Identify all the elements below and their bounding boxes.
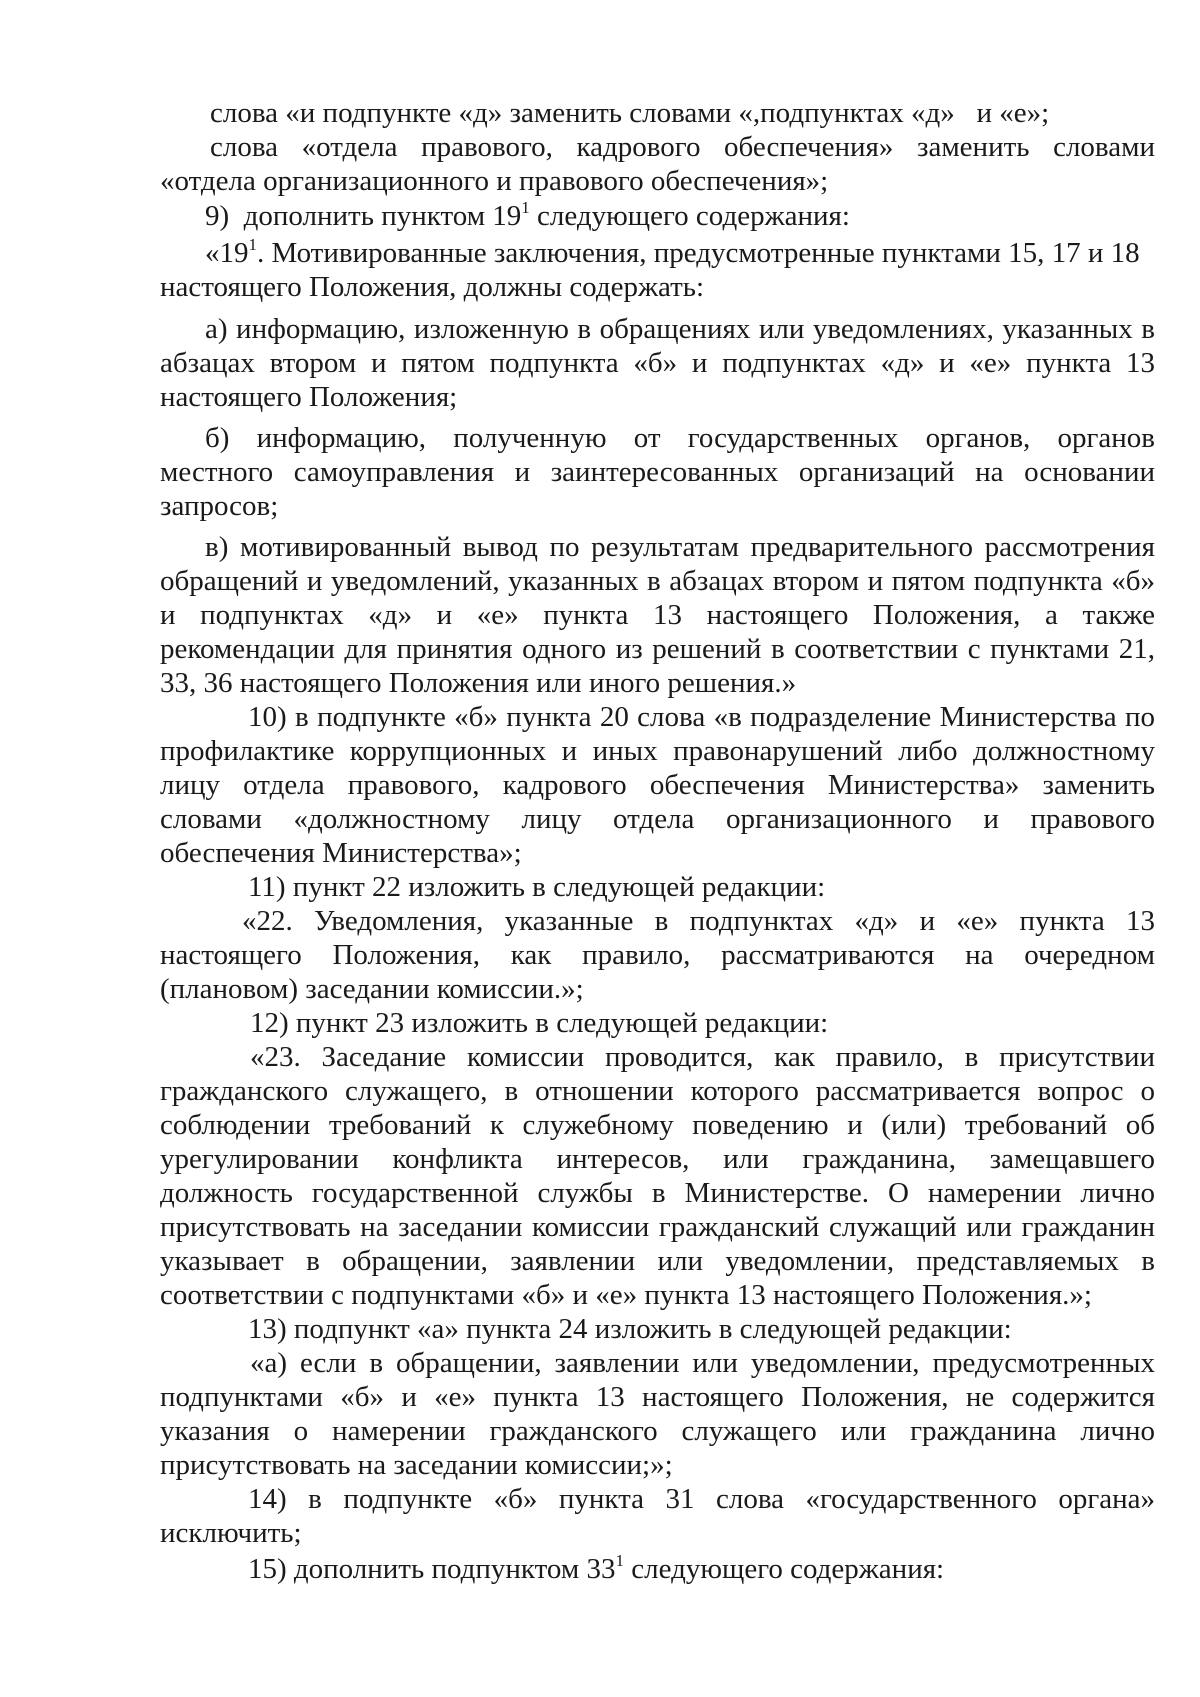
- text-line: гражданского служащего, в отношении которого рассматривается вопрос о: [160, 1075, 1155, 1107]
- text-line: «а) если в обращении, заявлении или уведомлении, предусмотренных: [250, 1347, 1155, 1379]
- text-line: 13) подпункт «а» пункта 24 изложить в следующей редакции:: [248, 1313, 1012, 1345]
- text-line: соответствии с подпунктами «б» и «е» пункта 13 настоящего Положения.»;: [160, 1279, 1092, 1311]
- superscript: 1: [615, 1551, 624, 1570]
- text-line: 15) дополнить подпунктом $33^1$ следующего содержания:: [248, 1551, 945, 1585]
- text-line: настоящего Положения;: [160, 381, 458, 413]
- text-line: присутствовать на заседании комиссии;»;: [160, 1449, 673, 1481]
- text-line: 12) пункт 23 изложить в следующей редакции:: [250, 1007, 829, 1039]
- text-line: исключить;: [160, 1517, 302, 1549]
- text-line: словами «должностному лицу отдела организационного и правового: [160, 803, 1155, 835]
- text-line: соблюдении требований к служебному поведению и (или) требований об: [160, 1109, 1155, 1141]
- text-line: 11) пункт 22 изложить в следующей редакции:: [248, 871, 826, 903]
- text-line: 9) дополнить пунктом $19^1$ следующего содержания:: [205, 198, 850, 232]
- text-line: слова «отдела правового, кадрового обеспечения» заменить словами: [210, 131, 1155, 163]
- text-line: присутствовать на заседании комиссии гражданский служащий или гражданин: [160, 1211, 1155, 1243]
- text-line: 10) в подпункте «б» пункта 20 слова «в подразделение Министерства по: [248, 701, 1155, 733]
- text-line: настоящего Положения, как правило, рассматриваются на очередном: [160, 939, 1155, 971]
- text-line: «$19^1$. Мотивированные заключения, предусмотренные пунктами 15, 17 и 18: [205, 235, 1140, 269]
- text-line: лицу отдела правового, кадрового обеспечения Министерства» заменить: [160, 769, 1155, 801]
- text-line: указания о намерении гражданского служащего или гражданина лично: [160, 1415, 1155, 1447]
- text-line: «22. Уведомления, указанные в подпунктах «д» и «е» пункта 13: [242, 905, 1155, 937]
- text-line: урегулировании конфликта интересов, или гражданина, замещавшего: [160, 1143, 1155, 1175]
- text-line: профилактике коррупционных и иных правонарушений либо должностному: [160, 735, 1155, 767]
- text-line: указывает в обращении, заявлении или уведомлении, представляемых в: [160, 1245, 1155, 1277]
- text-line: а) информацию, изложенную в обращениях или уведомлениях, указанных в: [205, 313, 1155, 345]
- text-line: должность государственной службы в Министерстве. О намерении лично: [160, 1177, 1155, 1209]
- text-line: 14) в подпункте «б» пункта 31 слова «государственного органа»: [248, 1483, 1155, 1515]
- text-line: б) информацию, полученную от государственных органов, органов: [205, 422, 1155, 454]
- text-line: (плановом) заседании комиссии.»;: [160, 973, 584, 1005]
- text-line: рекомендации для принятия одного из решений в соответствии с пунктами 21,: [160, 633, 1155, 665]
- text-line: запросов;: [160, 490, 279, 522]
- text-line: и подпунктах «д» и «е» пункта 13 настоящего Положения, а также: [160, 599, 1155, 631]
- text-line: «23. Заседание комиссии проводится, как правило, в присутствии: [250, 1041, 1155, 1073]
- superscript: 1: [248, 235, 257, 254]
- text-line: 33, 36 настоящего Положения или иного решения.»: [160, 667, 797, 699]
- text-line: слова «и подпункте «д» заменить словами «,подпунктах «д» и «е»;: [210, 97, 1050, 129]
- text-line: абзацах втором и пятом подпункта «б» и подпунктах «д» и «е» пункта 13: [160, 347, 1155, 379]
- text-line: местного самоуправления и заинтересованных организаций на основании: [160, 456, 1155, 488]
- superscript: 1: [521, 198, 530, 217]
- text-line: настоящего Положения, должны содержать:: [160, 271, 705, 303]
- text-line: в) мотивированный вывод по результатам предварительного рассмотрения: [205, 531, 1155, 563]
- text-line: обращений и уведомлений, указанных в абзацах втором и пятом подпункта «б»: [160, 565, 1155, 597]
- text-line: обеспечения Министерства»;: [160, 837, 522, 869]
- text-line: подпунктами «б» и «е» пункта 13 настоящего Положения, не содержится: [160, 1381, 1155, 1413]
- text-line: «отдела организационного и правового обеспечения»;: [160, 165, 829, 197]
